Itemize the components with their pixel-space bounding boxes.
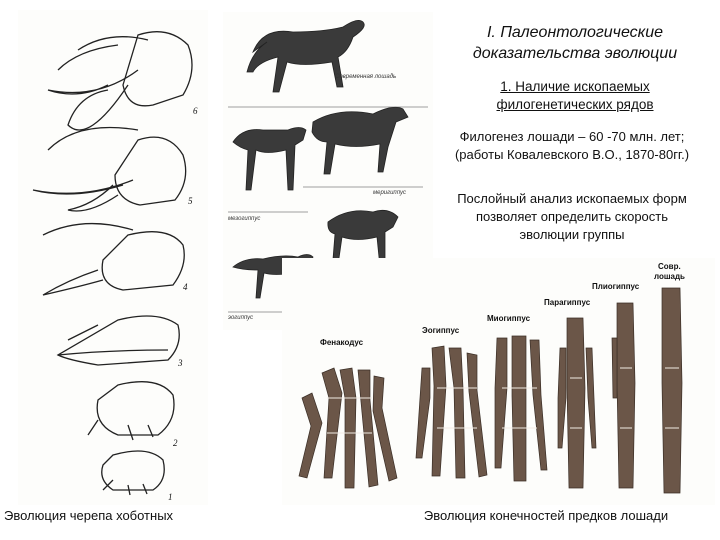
limb-phenacodus [299,368,397,488]
limb-eohippus [416,346,487,478]
trunk-6 [68,85,128,130]
label-phenacodus: Фенакодус [320,338,364,347]
limb-miohippus [495,336,547,481]
horse-mesohippus [233,128,306,191]
label-modern-horse-limb-1: Совр. [658,262,681,271]
label-pliohippus: Плиогиппус [592,282,640,291]
para2-line-2: позволяет определить скорость [475,209,669,224]
skull-4 [102,232,184,290]
skull-number-2: 2 [173,438,178,448]
limb-pliohippus [612,303,635,488]
phylogeny-paragraph [432,128,712,164]
limb-modern-horse [662,288,682,493]
label-eohippus: эогиппус [228,315,254,321]
para1-line-2: (работы Ковалевского В.О., 1870-80гг.) [454,147,690,162]
subtitle-line-2: филогенетических рядов [496,97,654,112]
skull-5 [115,137,186,205]
label-parahippus: Парагиппус [544,298,591,307]
para2-line-1: Послойный анализ ископаемых форм [457,191,687,206]
label-modern-horse: Современная лошадь [335,74,397,80]
skull-number-4: 4 [183,282,188,292]
tusk-5 [33,180,133,194]
label-eohippus-limb: Эогиппус [422,326,460,335]
subtitle-line-1: 1. Наличие ископаемых [500,79,650,94]
layer-analysis-paragraph [432,190,712,244]
slide-subtitle [450,78,700,114]
title-line-2: доказательства эволюции [472,45,678,62]
tusk-4 [43,270,103,295]
slide-title [440,22,710,64]
skull-number-5: 5 [188,196,193,206]
label-modern-horse-limb-2: лошадь [654,272,685,281]
label-mesohippus: мезогиппус [228,216,261,222]
caption-skull-evolution: Эволюция черепа хоботных [4,508,174,523]
skull-number-6: 6 [193,106,198,116]
label-merychippus: меригиппус [373,190,407,196]
label-miohippus: Миогиппус [487,314,531,323]
skull-6 [123,32,192,106]
skull-1 [102,451,165,490]
limb-evolution-drawing [282,258,715,505]
skull-number-3: 3 [178,358,183,368]
skull-evolution-figure [18,10,208,505]
title-line-1: I. Палеонтологические [486,24,664,41]
para1-line-1: Филогенез лошади – 60 -70 млн. лет; [459,129,685,144]
caption-limb-evolution: Эволюция конечностей предков лошади [423,508,669,523]
skull-number-1: 1 [168,492,173,502]
limb-evolution-figure [282,258,715,505]
skull-3 [58,316,179,365]
horse-merychippus [312,107,408,174]
skull-evolution-drawing [18,10,208,505]
limb-parahippus [558,318,596,488]
horse-modern [247,20,364,92]
skull-2 [97,382,174,435]
para2-line-3: эволюции группы [519,227,625,242]
